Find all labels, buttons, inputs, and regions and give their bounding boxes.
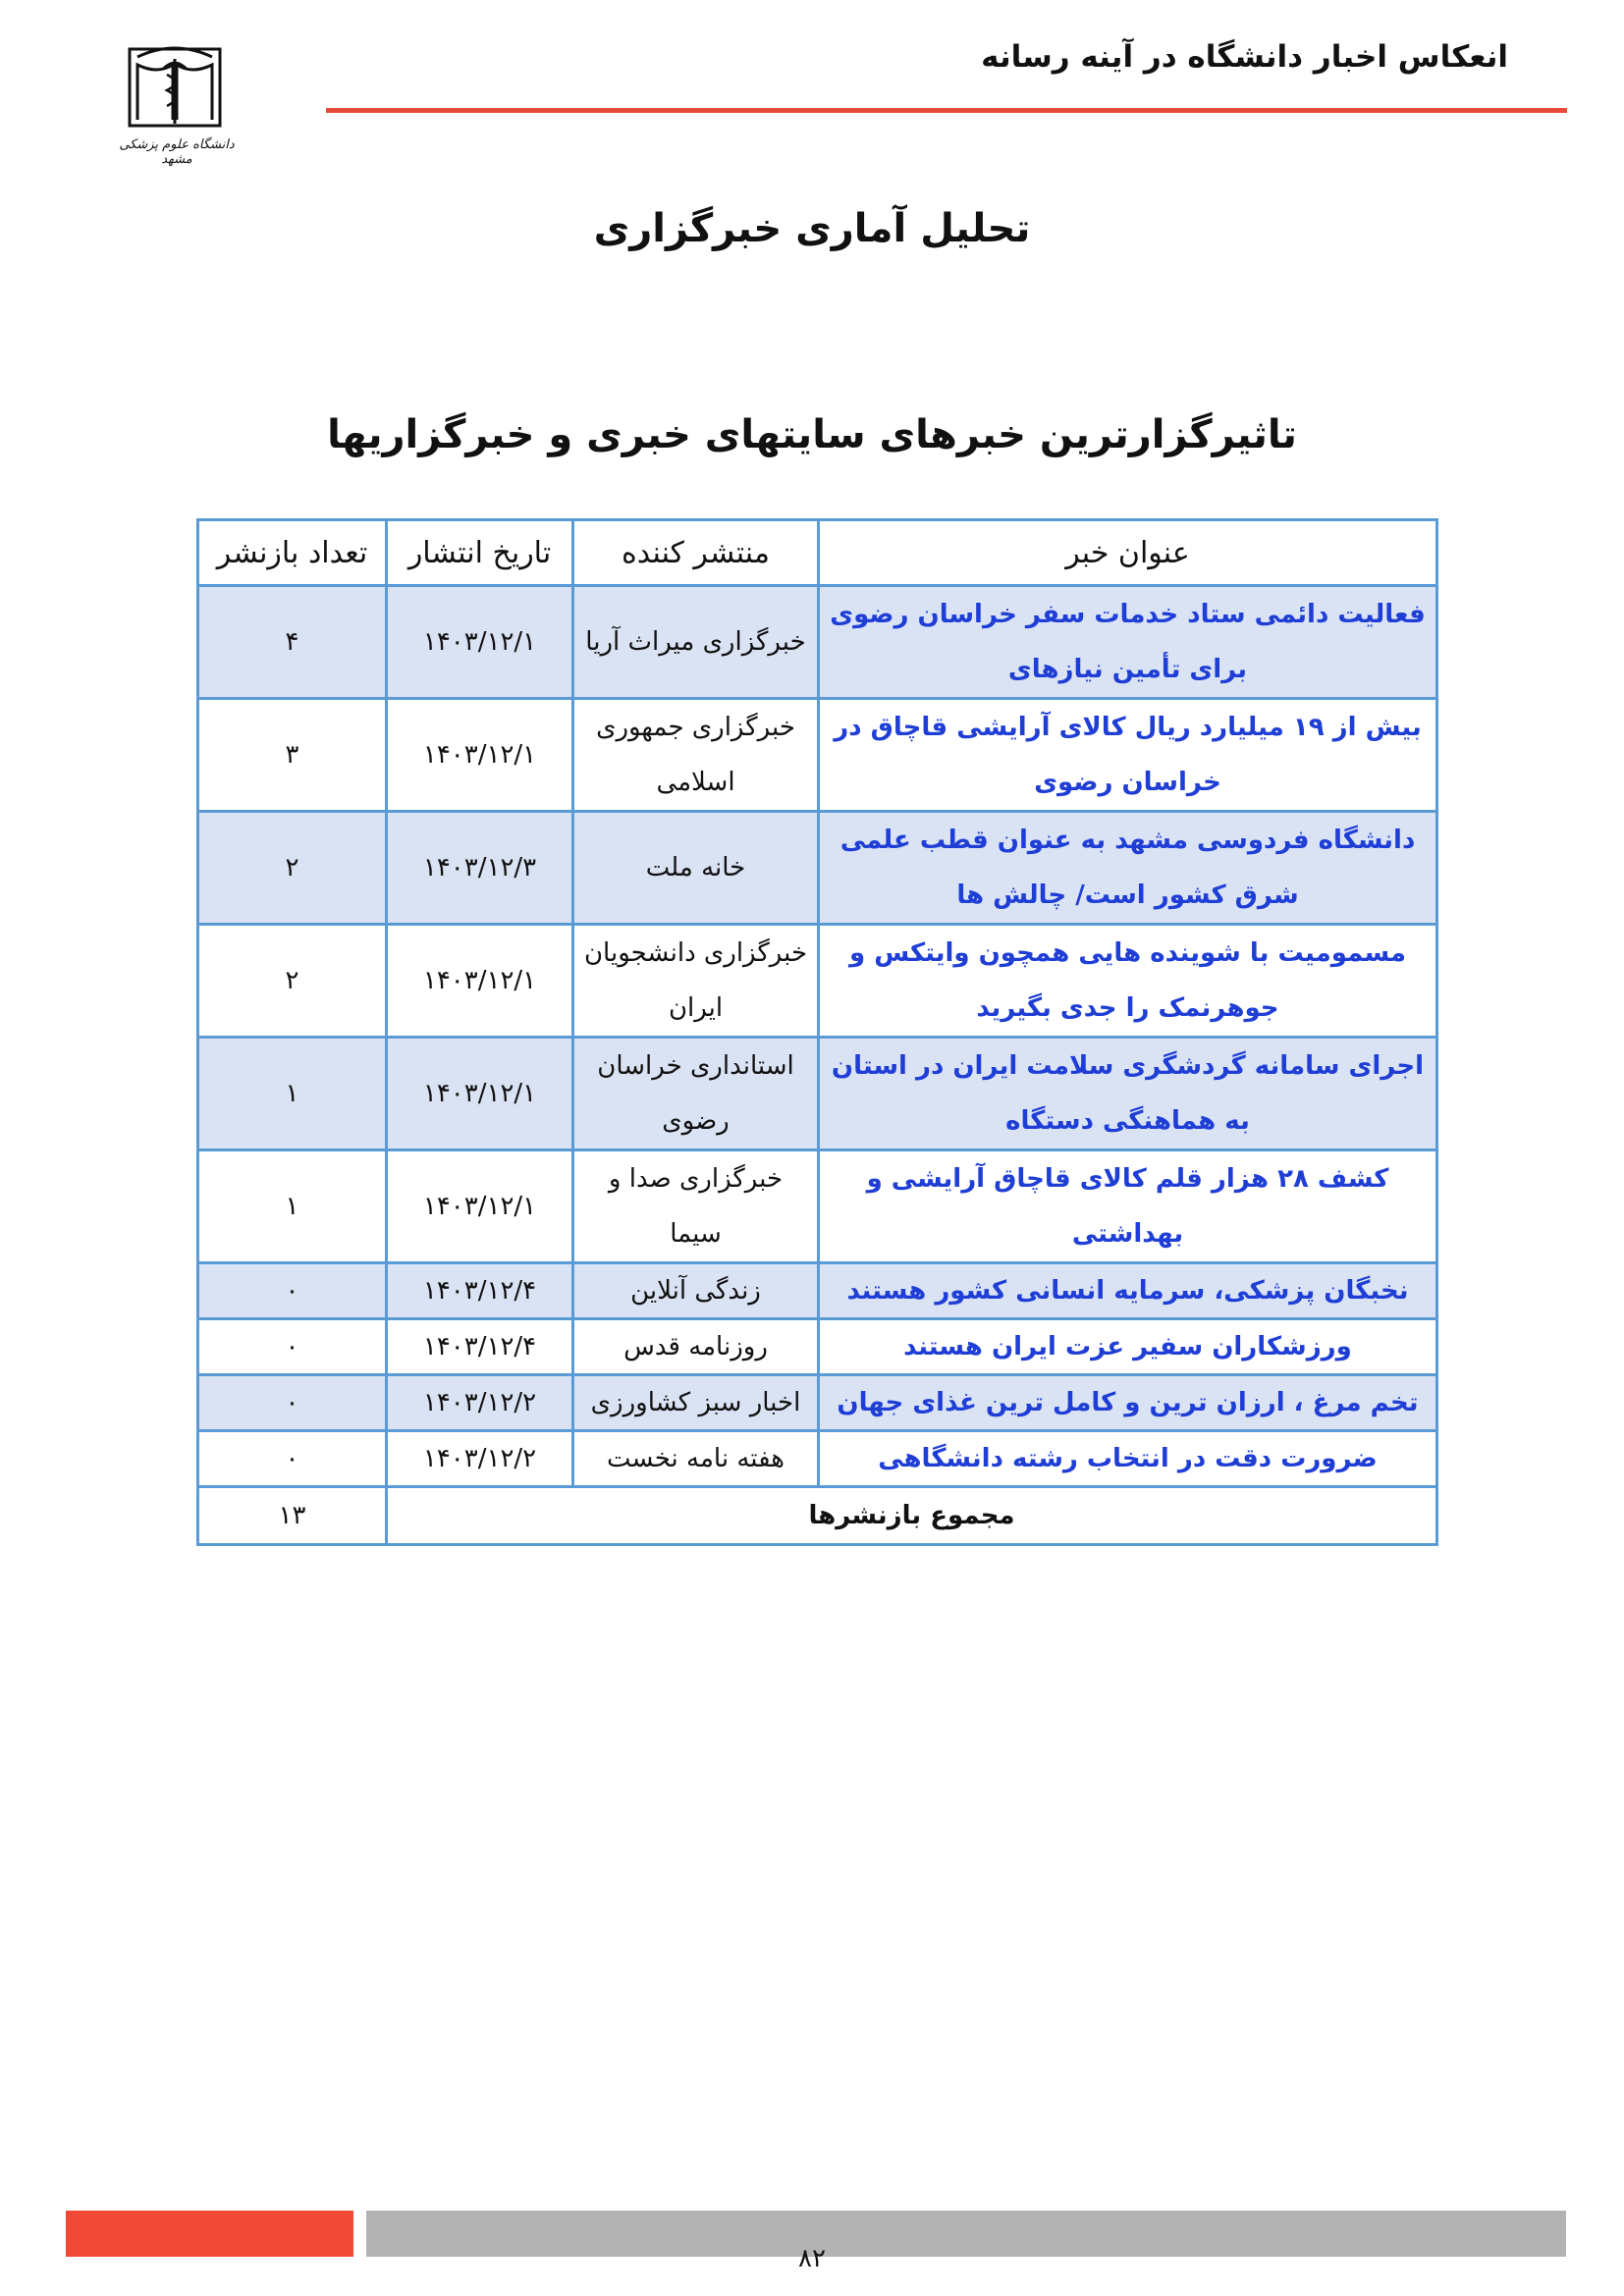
header-rule xyxy=(326,108,1567,113)
row-publisher: خانه ملت xyxy=(573,812,819,925)
table-row xyxy=(198,1431,1437,1487)
row-headline: نخبگان پزشکی، سرمایه انسانی کشور هستند xyxy=(819,1263,1437,1319)
row-publisher: زندگی آنلاین xyxy=(573,1263,819,1319)
row-reposts: ۰ xyxy=(198,1375,387,1431)
row-reposts: ۲ xyxy=(198,925,387,1038)
row-date: ۱۴۰۳/۱۲/۴ xyxy=(387,1263,573,1319)
row-date: ۱۴۰۳/۱۲/۱ xyxy=(387,699,573,812)
row-reposts: ۳ xyxy=(198,699,387,812)
page-number: ۸۲ xyxy=(798,2244,826,2273)
table-row xyxy=(198,1038,1437,1150)
table-row xyxy=(198,925,1437,1038)
table-row xyxy=(198,1375,1437,1431)
row-date: ۱۴۰۳/۱۲/۱ xyxy=(387,925,573,1038)
table-row xyxy=(198,812,1437,925)
row-publisher: هفته نامه نخست xyxy=(573,1431,819,1487)
row-reposts: ۱ xyxy=(198,1150,387,1263)
row-publisher: خبرگزاری میراث آریا xyxy=(573,586,819,699)
row-publisher: اخبار سبز کشاورزی xyxy=(573,1375,819,1431)
section-title: تاثیرگزارترین خبرهای سایتهای خبری و خبرگزاریها xyxy=(327,412,1297,457)
row-reposts: ۲ xyxy=(198,812,387,925)
row-headline: اجرای سامانه گردشگری سلامت ایران در استان به هماهنگی دستگاه xyxy=(819,1038,1437,1150)
total-row xyxy=(198,1487,1437,1545)
row-publisher: خبرگزاری صدا و سیما xyxy=(573,1150,819,1263)
column-header-reposts: تعداد بازنشر xyxy=(198,520,387,586)
row-headline: کشف ۲۸ هزار قلم کالای قاچاق آرایشی و بهداشتی xyxy=(819,1150,1437,1263)
table-row xyxy=(198,1319,1437,1375)
table-row xyxy=(198,699,1437,812)
row-date: ۱۴۰۳/۱۲/۳ xyxy=(387,812,573,925)
column-header-date: تاریخ انتشار xyxy=(387,520,573,586)
row-headline: مسمومیت با شوینده هایی همچون وایتکس و جوهرنمک را جدی بگیرید xyxy=(819,925,1437,1038)
row-reposts: ۰ xyxy=(198,1263,387,1319)
total-label: مجموع بازنشرها xyxy=(387,1487,1437,1545)
row-headline: ورزشکاران سفیر عزت ایران هستند xyxy=(819,1319,1437,1375)
row-date: ۱۴۰۳/۱۲/۱ xyxy=(387,1038,573,1150)
header-title: انعکاس اخبار دانشگاه در آینه رسانه xyxy=(981,39,1508,75)
row-headline: بیش از ۱۹ میلیارد ریال کالای آرایشی قاچاق در خراسان رضوی xyxy=(819,699,1437,812)
table-row xyxy=(198,586,1437,699)
table-row xyxy=(198,1263,1437,1319)
row-publisher: استانداری خراسان رضوی xyxy=(573,1038,819,1150)
row-headline: دانشگاه فردوسی مشهد به عنوان قطب علمی شرق کشور است/ چالش ها xyxy=(819,812,1437,925)
logo-caption: دانشگاه علوم پزشکی مشهد xyxy=(119,137,235,167)
column-header-headline: عنوان خبر xyxy=(819,520,1437,586)
news-table xyxy=(196,518,1438,1546)
row-reposts: ۴ xyxy=(198,586,387,699)
row-date: ۱۴۰۳/۱۲/۴ xyxy=(387,1319,573,1375)
row-headline: ضرورت دقت در انتخاب رشته دانشگاهی xyxy=(819,1431,1437,1487)
total-value: ۱۳ xyxy=(198,1487,387,1545)
column-header-publisher: منتشر کننده xyxy=(573,520,819,586)
row-publisher: خبرگزاری جمهوری اسلامی xyxy=(573,699,819,812)
row-headline: تخم مرغ ، ارزان ترین و کامل ترین غذای جهان xyxy=(819,1375,1437,1431)
table-row xyxy=(198,1150,1437,1263)
row-reposts: ۰ xyxy=(198,1431,387,1487)
page-title: تحلیل آماری خبرگزاری xyxy=(593,206,1031,251)
table-header-row xyxy=(198,520,1437,586)
row-reposts: ۱ xyxy=(198,1038,387,1150)
row-date: ۱۴۰۳/۱۲/۱ xyxy=(387,1150,573,1263)
row-headline: فعالیت دائمی ستاد خدمات سفر خراسان رضوی برای تأمین نیازهای xyxy=(819,586,1437,699)
row-date: ۱۴۰۳/۱۲/۲ xyxy=(387,1375,573,1431)
row-date: ۱۴۰۳/۱۲/۱ xyxy=(387,586,573,699)
row-publisher: خبرگزاری دانشجویان ایران xyxy=(573,925,819,1038)
row-date: ۱۴۰۳/۱۲/۲ xyxy=(387,1431,573,1487)
row-reposts: ۰ xyxy=(198,1319,387,1375)
row-publisher: روزنامه قدس xyxy=(573,1319,819,1375)
